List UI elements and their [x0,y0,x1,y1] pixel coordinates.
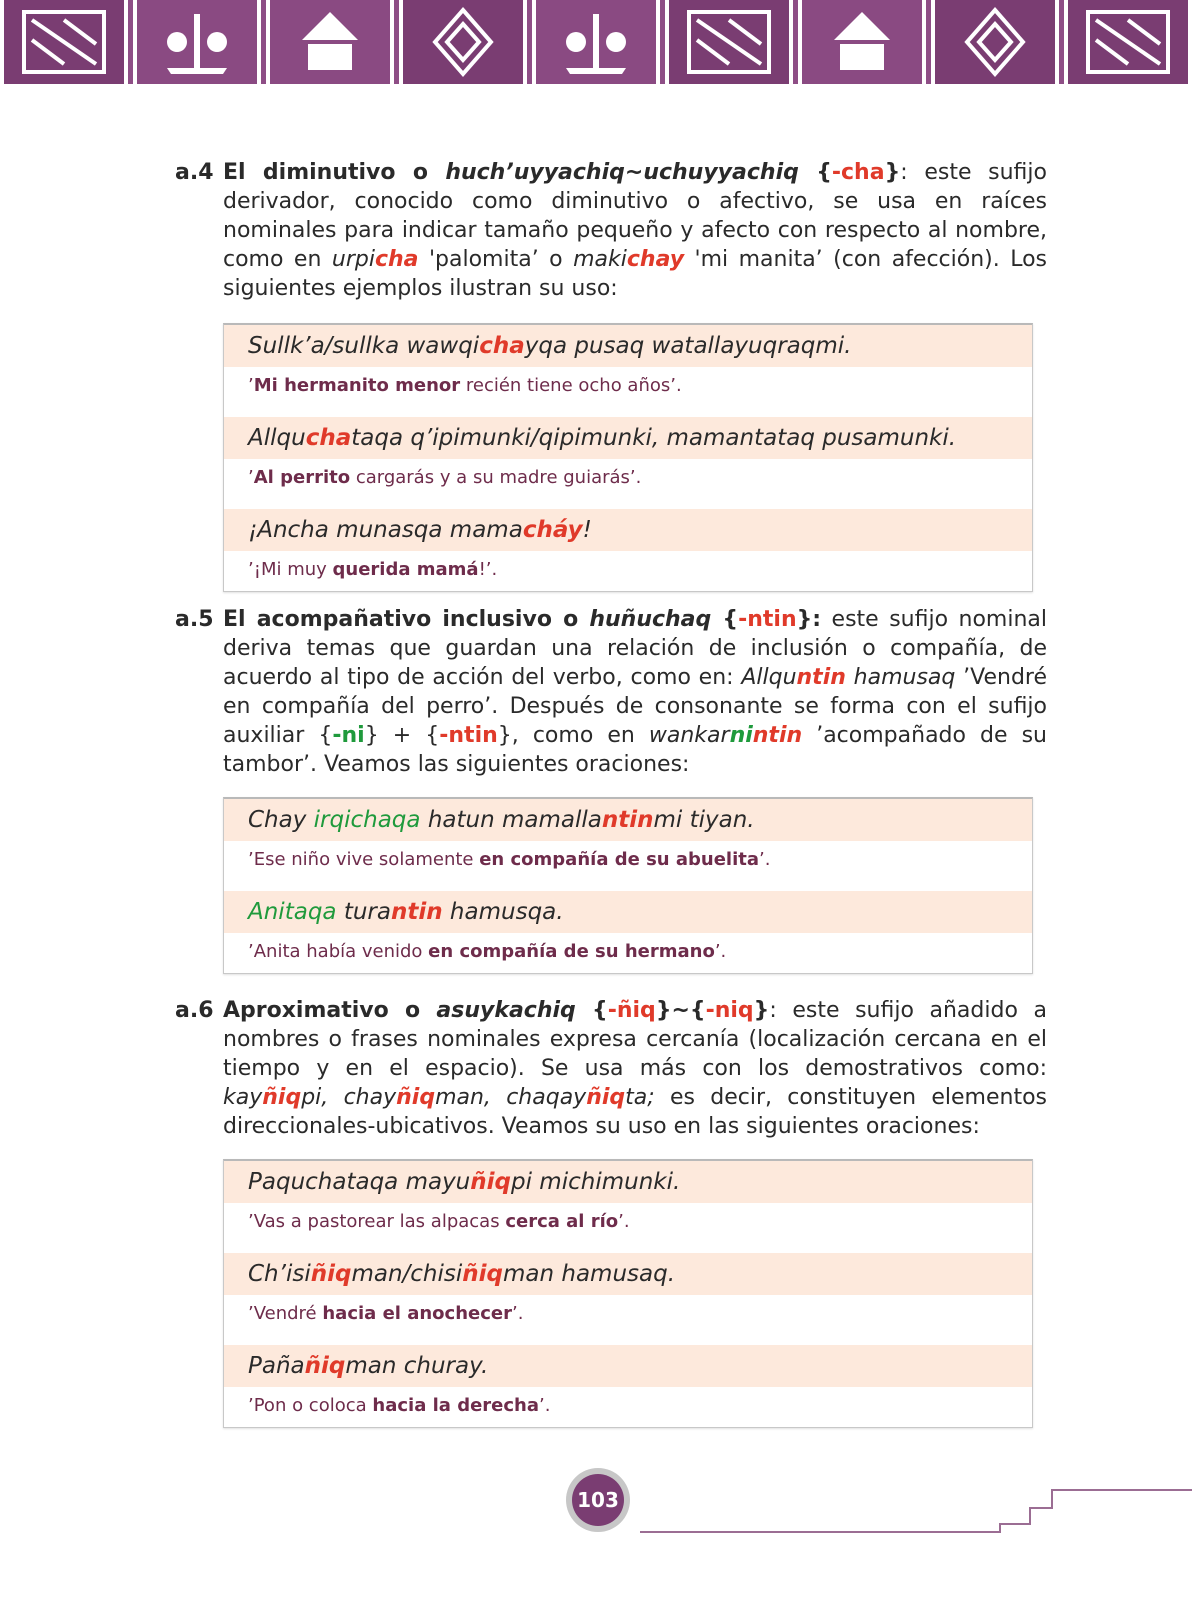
text-run: urpi [331,247,375,272]
text-run: -niq [705,998,754,1023]
example-gap [224,407,1032,417]
translation-run: ’ [248,375,254,396]
section-intro [223,158,1047,303]
section-a4 [175,158,1047,303]
text-run: es decir, constituyen elementos direccionales-ubicativos. Veamos su uso en las siguientes oraciones: [223,1085,1048,1139]
text-run: maki [573,247,627,272]
page-number-badge [566,1468,630,1532]
example-run: man hamusaq. [503,1261,676,1287]
example-run: pi michimunki. [511,1169,681,1195]
text-run: ñiq [586,1085,626,1110]
translation-run: Al perrito [253,467,351,488]
example-run: Paña [248,1353,305,1379]
text-run: { [575,998,608,1023]
example-run: taqa q’ipimunki/qipimunki, mamantataq pusamunki. [351,425,957,451]
text-run: { [711,607,739,632]
text-run: -ñiq [607,998,656,1023]
house-motif-icon [266,0,394,84]
translation-run: recién tiene ocho años’. [460,375,682,396]
section-a6 [175,996,1047,1141]
text-run: ntin [796,665,846,690]
example-run: ntin [601,807,654,833]
text-run: ’Vendré en compañía del perro’. Después de consonante se forma con el sufijo auxiliar { [223,665,1048,748]
translation-run: hacia la derecha [372,1395,539,1416]
example-translation [224,551,1032,591]
example-run: tura [336,899,391,925]
geometric-motif-icon [665,0,793,84]
translation-run: cerca al río [505,1211,619,1232]
text-run: -ntin [439,723,498,748]
translation-run: ’¡Mi muy [248,559,333,580]
example-translation [224,367,1032,407]
text-run: kay [223,1085,263,1110]
translation-run: ’ [248,467,254,488]
example-run: hamusqa. [442,899,564,925]
section-intro [223,605,1047,779]
example-run: ñiq [304,1353,346,1379]
translation-run: ’Anita había venido [248,941,429,962]
section-label: a.5 [175,607,214,632]
example-quechua [224,1253,1032,1295]
translation-run: en compañía de su abuelita [479,849,760,870]
translation-run: ’. [618,1211,630,1232]
example-run: irqichaqa [313,807,421,833]
example-translation [224,1295,1032,1335]
section-a5 [175,605,1047,779]
text-run: } + { [364,723,440,748]
examples-box [223,323,1033,592]
example-run: man/chisi [351,1261,463,1287]
text-run: cha [374,247,419,272]
example-run: mi tiyan. [653,807,755,833]
text-run: : este sufijo añadido a nombres o frases nominales expresa cercanía (localización cercana en el tiempo y en el espacio). Se usa más con los demostrativos como: [223,998,1047,1081]
examples-box [223,797,1033,974]
example-run: man churay. [345,1353,489,1379]
example-run: ñiq [462,1261,503,1287]
example-run: yqa pusaq watallayuqraqmi. [524,333,852,359]
translation-run: ’Vendré [248,1303,323,1324]
text-run: wankar [648,723,730,748]
text-run: } [884,160,901,185]
text-run: El diminutivo o [223,160,446,185]
example-run: ñiq [470,1169,511,1195]
example-translation [224,1203,1032,1243]
text-run: }~{ [655,998,706,1023]
text-run: 'mi manita’ (con afección). Los siguientes ejemplos ilustran su uso: [223,247,1047,301]
example-quechua [224,891,1032,933]
section-label: a.4 [175,160,214,185]
example-quechua [224,417,1032,459]
text-run: -cha [831,160,885,185]
translation-run: ’. [714,941,727,962]
translation-run: Mi hermanito menor [253,375,461,396]
text-run: ta; [625,1085,655,1110]
translation-run: ’. [512,1303,524,1324]
translation-run: cargarás y a su madre guiarás’. [350,467,642,488]
translation-run: en compañía de su hermano [428,941,715,962]
text-run: ñiq [396,1085,436,1110]
geometric-motif-icon [1064,0,1192,84]
example-quechua [224,1345,1032,1387]
geometric-motif-icon [0,0,128,84]
text-run: chay [626,247,685,272]
translation-run: querida mamá [332,559,479,580]
section-intro [223,996,1047,1141]
text-run: El acompañativo inclusivo o [223,607,590,632]
translation-run: hacia el anochecer [322,1303,512,1324]
example-gap [224,881,1032,891]
translation-run: ’. [759,849,771,870]
banner-pattern [0,0,1192,84]
example-translation [224,1387,1032,1427]
examples-box [223,1159,1033,1428]
text-run: -ntin [738,607,797,632]
example-run: Anitaqa [248,899,337,925]
example-quechua [224,1161,1032,1203]
example-gap [224,1335,1032,1345]
text-run: }, como en [497,723,649,748]
text-run: hamusaq [845,665,956,690]
example-translation [224,841,1032,881]
translation-run: !’. [478,559,498,580]
text-run: huch’uyyachiq~uchuyyachiq [445,160,799,185]
example-run: Sullk’a/sullka wawqi [248,333,480,359]
example-run: cha [305,425,352,451]
text-run: : este sufijo derivador, conocido como diminutivo o afectivo, se usa en raíces nominales para indicar tamaño pequeño y afecto con respecto al nombre, como en [223,160,1047,272]
text-run: man, chaqay [435,1085,587,1110]
example-quechua [224,509,1032,551]
example-run: Ch’isi [248,1261,311,1287]
text-run: huñuchaq [589,607,712,632]
example-translation [224,459,1032,499]
diamond-motif-icon [399,0,527,84]
example-gap [224,1243,1032,1253]
translation-run: ’Ese niño vive solamente [248,849,480,870]
header-banner [0,0,1192,84]
text-run: Allqu [741,665,797,690]
translation-run: ’Pon o coloca [248,1395,373,1416]
example-run: hatun mamalla [420,807,602,833]
example-quechua [224,799,1032,841]
text-run: }: [796,607,822,632]
example-run: Allqu [248,425,306,451]
text-run: ni [729,723,753,748]
text-run: asuykachiq [436,998,576,1023]
example-quechua [224,325,1032,367]
translation-run: ’Vas a pastorear las alpacas [248,1211,506,1232]
example-run: Chay [248,807,314,833]
text-run: { [798,160,832,185]
example-run: ! [582,517,592,543]
text-run: -ni [332,723,365,748]
text-run: Aproximativo o [223,998,437,1023]
bird-tree-motif-icon [133,0,261,84]
example-run: ntin [390,899,443,925]
translation-run: ’. [539,1395,551,1416]
house-motif-icon [798,0,926,84]
bird-tree-motif-icon [532,0,660,84]
text-run: ntin [752,723,803,748]
text-run: este sufijo nominal deriva temas que guardan una relación de inclusión o compañía, de acuerdo al tipo de acción del verbo, como en: [223,607,1047,690]
page-number: 103 [572,1474,624,1526]
example-run: ¡Ancha munasqa mama [248,517,523,543]
example-run: cha [479,333,525,359]
example-run: ñiq [310,1261,352,1287]
text-run: pi, chay [301,1085,397,1110]
example-run: cháy [522,517,583,543]
example-translation [224,933,1032,973]
text-run: } [753,998,770,1023]
diamond-motif-icon [931,0,1059,84]
text-run: ’acompañado de su tambor’. Veamos las siguientes oraciones: [223,723,1047,777]
text-run: ñiq [262,1085,302,1110]
section-label: a.6 [175,998,214,1023]
example-run: Paquchataqa mayu [248,1169,471,1195]
text-run: 'palomita’ o [418,247,574,272]
example-gap [224,499,1032,509]
